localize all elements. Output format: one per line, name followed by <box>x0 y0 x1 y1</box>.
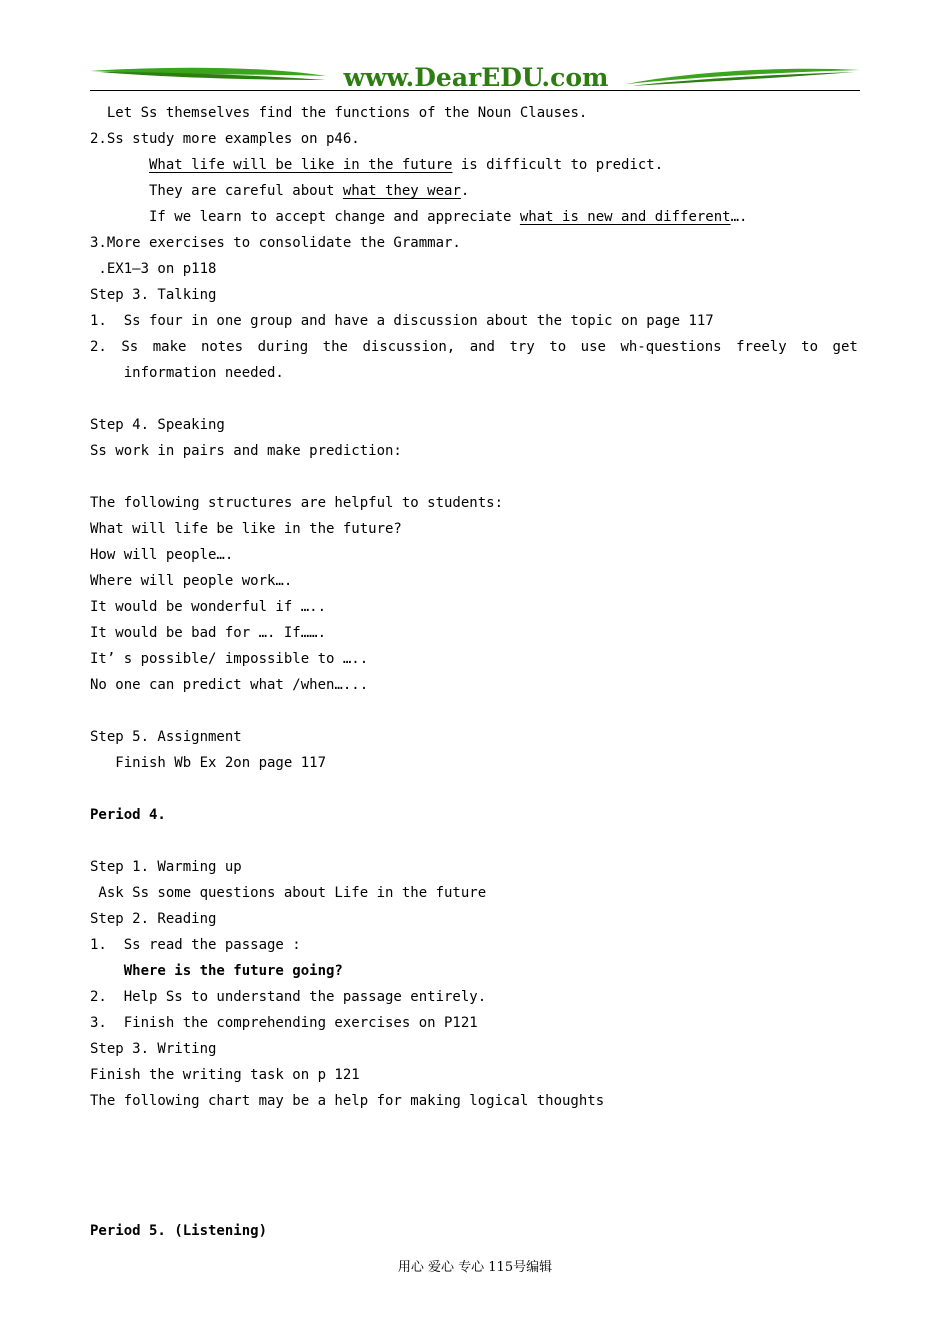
text-line <box>90 464 858 490</box>
text-line: The following chart may be a help for making logical thoughts <box>90 1093 605 1109</box>
underlined-clause: what is new and different <box>519 209 731 225</box>
word: freely <box>736 339 787 355</box>
word: wh-questions <box>620 339 722 355</box>
text-line: Period 5. (Listening) <box>90 1223 268 1239</box>
text-line: Finish the writing task on p 121 <box>90 1067 360 1083</box>
document-body <box>90 100 858 1244</box>
header-rule <box>90 90 860 91</box>
text-segment: …. <box>730 209 748 225</box>
word: Ss <box>121 339 139 355</box>
text-line <box>90 1114 858 1140</box>
text-line: Where will people work…. <box>90 573 293 589</box>
text-segment: . <box>460 183 470 199</box>
text-line: What will life be like in the future? <box>90 521 402 537</box>
text-line: Where is the future going? <box>123 963 343 979</box>
text-line <box>90 1192 858 1218</box>
text-line: Period 4. <box>90 807 166 823</box>
word: to <box>801 339 819 355</box>
text-line: The following structures are helpful to students: <box>90 495 504 511</box>
text-line: Let Ss themselves find the functions of the Noun Clauses. <box>106 105 588 121</box>
text-line: How will people…. <box>90 547 234 563</box>
text-line <box>90 334 858 360</box>
site-logo-text: www.DearEDU.com <box>343 63 609 92</box>
text-line <box>90 152 858 178</box>
text-line: 3.More exercises to consolidate the Grammar. <box>90 235 461 251</box>
word: discussion, <box>362 339 456 355</box>
text-line: Step 3. Talking <box>90 287 217 303</box>
text-line <box>90 386 858 412</box>
text-line <box>90 178 858 204</box>
text-line: It would be bad for …. If……. <box>90 625 327 641</box>
text-line <box>90 204 858 230</box>
underlined-clause: What life will be like in the future <box>149 157 453 173</box>
text-segment: is difficult to predict. <box>452 157 664 173</box>
text-line: 3. Finish the comprehending exercises on P121 <box>90 1015 478 1031</box>
text-line <box>90 1166 858 1192</box>
word: use <box>580 339 606 355</box>
text-line: 2. Help Ss to understand the passage entirely. <box>90 989 487 1005</box>
text-line: Step 5. Assignment <box>90 729 242 745</box>
text-line: Step 2. Reading <box>90 911 217 927</box>
word: make <box>152 339 187 355</box>
text-segment: They are careful about <box>149 183 343 199</box>
text-line: Step 1. Warming up <box>90 859 242 875</box>
text-line <box>90 698 858 724</box>
word: try <box>509 339 535 355</box>
text-line: .EX1—3 on p118 <box>90 261 217 277</box>
word: and <box>469 339 495 355</box>
word: notes <box>200 339 244 355</box>
underlined-clause: what they wear <box>342 183 461 199</box>
right-swoosh <box>626 69 860 84</box>
text-line: 1. Ss four in one group and have a discussion about the topic on page 117 <box>90 313 714 329</box>
word: 2. <box>90 339 107 355</box>
page-footer: 用心 爱心 专心 115号编辑 <box>397 1260 553 1275</box>
word: the <box>322 339 348 355</box>
text-line: Step 4. Speaking <box>90 417 225 433</box>
text-line: Finish Wb Ex 2on page 117 <box>115 755 326 771</box>
text-line: 2.Ss study more examples on p46. <box>90 131 360 147</box>
text-line: Step 3. Writing <box>90 1041 217 1057</box>
text-line <box>90 776 858 802</box>
text-line <box>90 828 858 854</box>
text-line: 1. Ss read the passage : <box>90 937 301 953</box>
text-line: No one can predict what /when…... <box>90 677 369 693</box>
word: to <box>549 339 567 355</box>
text-line: information needed. <box>123 365 284 381</box>
text-line: It would be wonderful if ….. <box>90 599 327 615</box>
text-segment: If we learn to accept change and appreciate <box>149 209 520 225</box>
text-line: Ss work in pairs and make prediction: <box>90 443 402 459</box>
text-line: Ask Ss some questions about Life in the future <box>98 885 487 901</box>
text-line: It’ s possible/ impossible to ….. <box>90 651 369 667</box>
text-line <box>90 1140 858 1166</box>
word: get <box>832 339 858 355</box>
word: during <box>257 339 309 355</box>
